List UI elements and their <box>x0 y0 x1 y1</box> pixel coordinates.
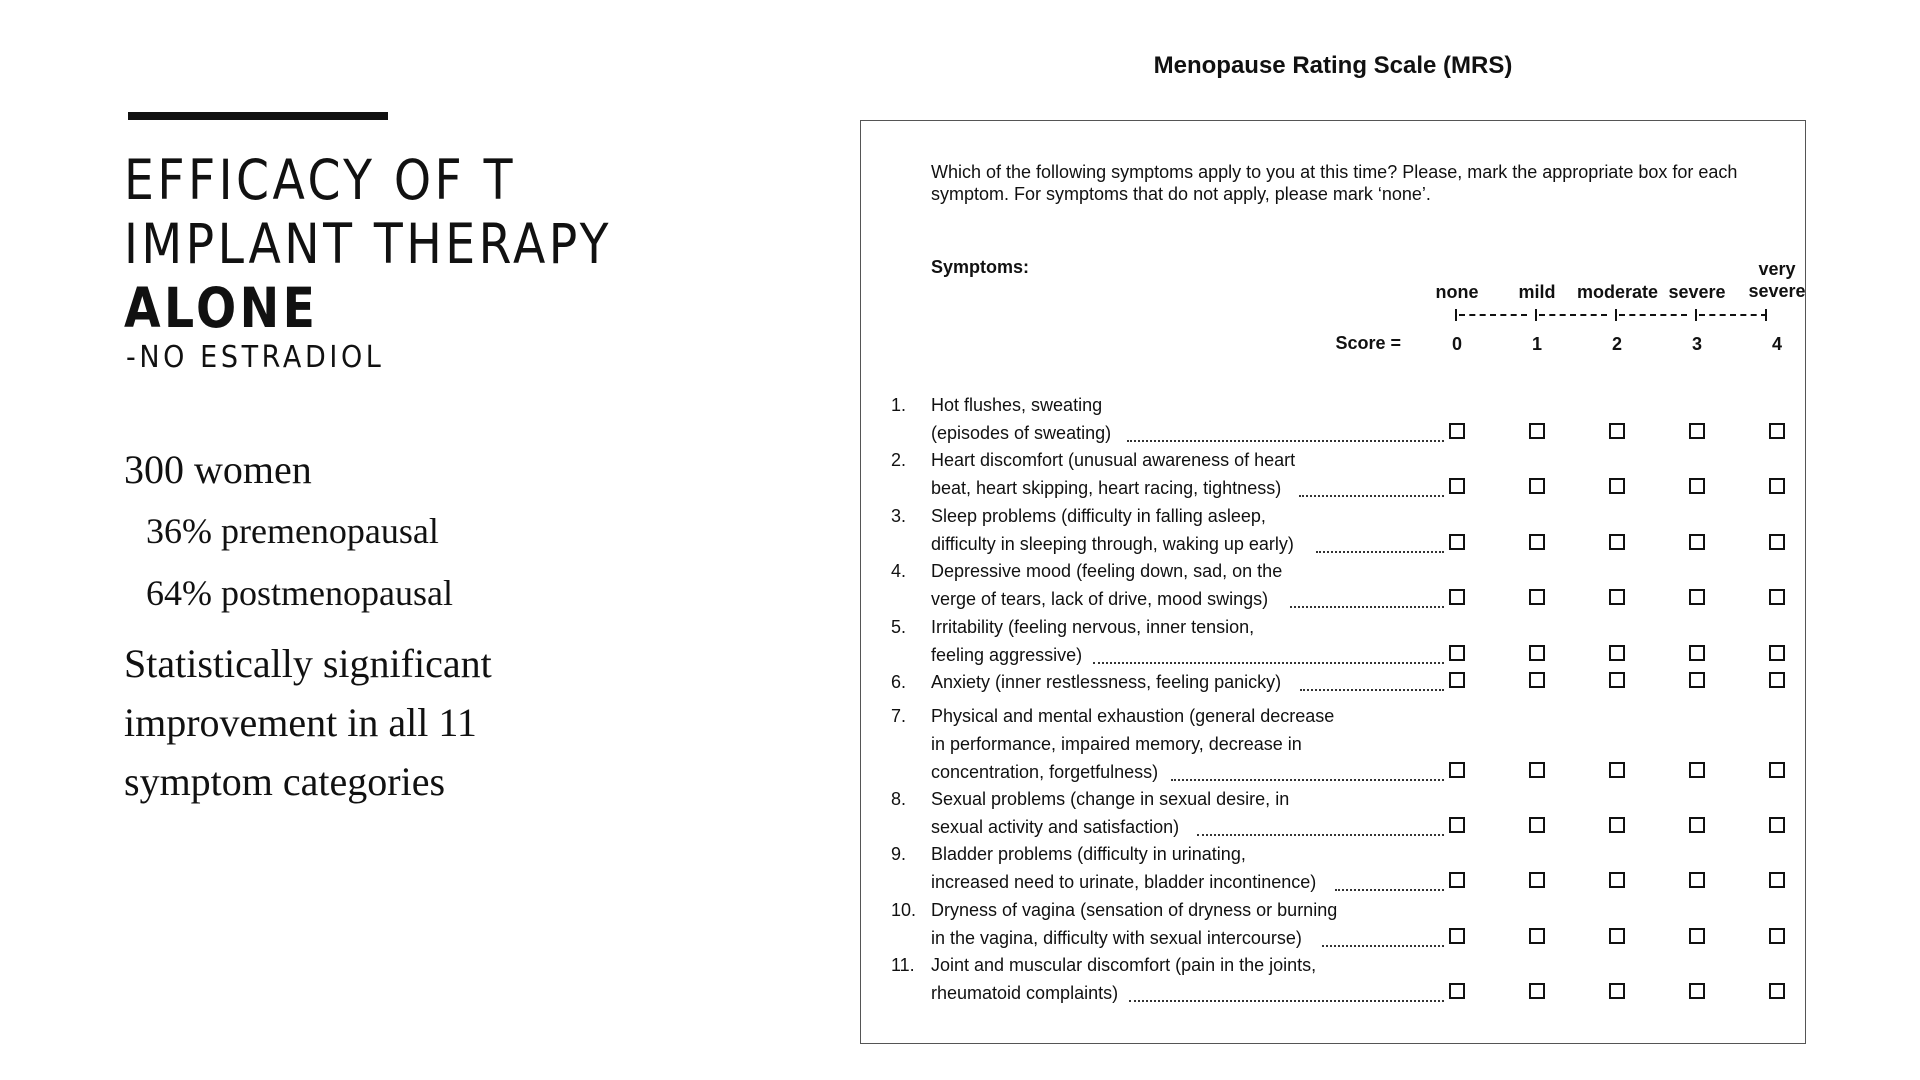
checkbox-none-symptom-8[interactable] <box>1449 817 1465 833</box>
dotted-leader <box>1322 945 1444 947</box>
checkbox-none-symptom-4[interactable] <box>1449 589 1465 605</box>
symptom-row-1 <box>861 391 1807 447</box>
checkbox-mild-symptom-11[interactable] <box>1529 983 1545 999</box>
dotted-leader <box>1127 440 1444 442</box>
column-header-none: none <box>1435 282 1479 302</box>
symptom-row-7 <box>861 702 1807 786</box>
score-1: 1 <box>1531 334 1542 354</box>
symptom-text-line: Anxiety (inner restlessness, feeling panicky) <box>931 672 1282 692</box>
symptom-text-line: feeling aggressive) <box>931 645 1083 665</box>
checkbox-moderate-symptom-4[interactable] <box>1609 589 1625 605</box>
dotted-leader <box>1171 779 1444 781</box>
title-accent-bar <box>128 112 388 120</box>
checkbox-very-severe-symptom-11[interactable] <box>1769 983 1785 999</box>
symptom-description <box>931 391 1441 447</box>
symptom-row-4 <box>861 557 1807 613</box>
symptom-number: 1. <box>891 395 907 415</box>
checkbox-severe-symptom-2[interactable] <box>1689 478 1705 494</box>
checkbox-very-severe-symptom-3[interactable] <box>1769 534 1785 550</box>
symptom-text-line: Joint and muscular discomfort (pain in the joints, <box>931 955 1317 975</box>
symptom-text-line: increased need to urinate, bladder incontinence) <box>931 872 1317 892</box>
symptom-text-line: in performance, impaired memory, decrease in <box>931 734 1302 754</box>
dotted-leader <box>1290 606 1444 608</box>
symptom-text-line: Dryness of vagina (sensation of dryness or burning <box>931 900 1338 920</box>
score-0: 0 <box>1451 334 1462 354</box>
form-instructions: Which of the following symptoms apply to you at this time? Please, mark the appropriate box for each symptom. For symptoms that do not apply, please mark ‘none’. <box>931 162 1738 204</box>
title-line-1: EFFICACY OF T <box>124 148 517 212</box>
scale-tick <box>1695 309 1697 321</box>
symptom-row-3 <box>861 502 1807 558</box>
form-title: Menopause Rating Scale (MRS) <box>1153 52 1513 79</box>
checkbox-none-symptom-9[interactable] <box>1449 872 1465 888</box>
symptom-description <box>931 668 1441 696</box>
score-3: 3 <box>1691 334 1702 354</box>
scale-dash <box>1539 314 1607 316</box>
scale-tick <box>1535 309 1537 321</box>
symptom-text-line: difficulty in sleeping through, waking up early) <box>931 534 1294 554</box>
checkbox-very-severe-symptom-5[interactable] <box>1769 645 1785 661</box>
dotted-leader <box>1197 834 1444 836</box>
stat-postmenopausal: 64% postmenopausal <box>146 573 453 613</box>
title-line-2: IMPLANT THERAPY <box>124 212 613 276</box>
symptom-text-line: Irritability (feeling nervous, inner tension, <box>931 617 1255 637</box>
symptom-description <box>931 502 1441 558</box>
scale-dash <box>1459 314 1527 316</box>
checkbox-none-symptom-6[interactable] <box>1449 672 1465 688</box>
scale-tick <box>1615 309 1617 321</box>
symptom-row-11 <box>861 951 1807 1007</box>
checkbox-moderate-symptom-2[interactable] <box>1609 478 1625 494</box>
symptom-number: 8. <box>891 789 907 809</box>
checkbox-mild-symptom-6[interactable] <box>1529 672 1545 688</box>
stat-premenopausal: 36% premenopausal <box>146 511 439 551</box>
stat-conclusion: Statistically significant improvement in all 11 symptom categories <box>124 641 492 804</box>
checkbox-moderate-symptom-5[interactable] <box>1609 645 1625 661</box>
mrs-form <box>860 120 1806 1044</box>
checkbox-very-severe-symptom-1[interactable] <box>1769 423 1785 439</box>
severity-scale-bar <box>1447 309 1767 319</box>
symptom-description <box>931 840 1441 896</box>
column-header-very-severe <box>1737 258 1817 302</box>
title-line-3: ALONE <box>124 276 319 340</box>
checkbox-moderate-symptom-11[interactable] <box>1609 983 1625 999</box>
column-header-very-severe-top: very <box>1758 259 1796 279</box>
checkbox-moderate-symptom-9[interactable] <box>1609 872 1625 888</box>
checkbox-moderate-symptom-8[interactable] <box>1609 817 1625 833</box>
checkbox-severe-symptom-10[interactable] <box>1689 928 1705 944</box>
column-header-very-severe-bottom: severe <box>1748 281 1806 301</box>
checkbox-severe-symptom-7[interactable] <box>1689 762 1705 778</box>
symptom-text-line: Depressive mood (feeling down, sad, on the <box>931 561 1283 581</box>
dotted-leader <box>1300 689 1444 691</box>
symptom-number: 7. <box>891 706 907 726</box>
checkbox-severe-symptom-6[interactable] <box>1689 672 1705 688</box>
scale-tick <box>1455 309 1457 321</box>
symptom-row-5 <box>861 613 1807 669</box>
symptom-text-line: Heart discomfort (unusual awareness of heart <box>931 450 1296 470</box>
checkbox-none-symptom-10[interactable] <box>1449 928 1465 944</box>
symptom-row-9 <box>861 840 1807 896</box>
checkbox-severe-symptom-9[interactable] <box>1689 872 1705 888</box>
symptom-text-line: beat, heart skipping, heart racing, tightness) <box>931 478 1282 498</box>
dotted-leader <box>1129 1000 1444 1002</box>
checkbox-none-symptom-11[interactable] <box>1449 983 1465 999</box>
checkbox-severe-symptom-1[interactable] <box>1689 423 1705 439</box>
symptom-text-line: in the vagina, difficulty with sexual intercourse) <box>931 928 1302 948</box>
checkbox-very-severe-symptom-4[interactable] <box>1769 589 1785 605</box>
checkbox-very-severe-symptom-6[interactable] <box>1769 672 1785 688</box>
checkbox-severe-symptom-5[interactable] <box>1689 645 1705 661</box>
symptom-text-line: sexual activity and satisfaction) <box>931 817 1180 837</box>
symptom-number: 2. <box>891 450 907 470</box>
symptom-number: 4. <box>891 561 907 581</box>
checkbox-mild-symptom-8[interactable] <box>1529 817 1545 833</box>
dotted-leader <box>1316 551 1444 553</box>
checkbox-mild-symptom-10[interactable] <box>1529 928 1545 944</box>
checkbox-mild-symptom-1[interactable] <box>1529 423 1545 439</box>
column-header-severe: severe <box>1668 282 1726 302</box>
checkbox-moderate-symptom-3[interactable] <box>1609 534 1625 550</box>
checkbox-none-symptom-3[interactable] <box>1449 534 1465 550</box>
checkbox-moderate-symptom-7[interactable] <box>1609 762 1625 778</box>
score-4: 4 <box>1771 334 1782 354</box>
symptom-row-6 <box>861 668 1807 696</box>
symptom-row-8 <box>861 785 1807 841</box>
checkbox-very-severe-symptom-8[interactable] <box>1769 817 1785 833</box>
scale-dash <box>1619 314 1687 316</box>
symptom-description <box>931 951 1441 1007</box>
checkbox-severe-symptom-8[interactable] <box>1689 817 1705 833</box>
checkbox-mild-symptom-2[interactable] <box>1529 478 1545 494</box>
checkbox-very-severe-symptom-9[interactable] <box>1769 872 1785 888</box>
checkbox-moderate-symptom-6[interactable] <box>1609 672 1625 688</box>
symptom-number: 10. <box>891 900 917 920</box>
symptom-number: 5. <box>891 617 907 637</box>
symptom-text-line: Sleep problems (difficulty in falling asleep, <box>931 506 1266 526</box>
checkbox-mild-symptom-3[interactable] <box>1529 534 1545 550</box>
slide-subtitle: -NO ESTRADIOL <box>126 340 385 375</box>
scale-tick <box>1765 309 1767 321</box>
column-header-moderate: moderate <box>1577 282 1659 302</box>
score-2: 2 <box>1611 334 1622 354</box>
symptom-description <box>931 446 1441 502</box>
checkbox-severe-symptom-11[interactable] <box>1689 983 1705 999</box>
symptom-number: 3. <box>891 506 907 526</box>
checkbox-very-severe-symptom-7[interactable] <box>1769 762 1785 778</box>
symptom-text-line: (episodes of sweating) <box>931 423 1112 443</box>
dotted-leader <box>1093 662 1444 664</box>
score-label: Score = <box>1335 333 1401 353</box>
dotted-leader <box>1335 889 1444 891</box>
checkbox-severe-symptom-4[interactable] <box>1689 589 1705 605</box>
checkbox-mild-symptom-9[interactable] <box>1529 872 1545 888</box>
scale-dash <box>1699 314 1767 316</box>
symptom-number: 6. <box>891 672 907 692</box>
symptom-text-line: rheumatoid complaints) <box>931 983 1119 1003</box>
symptom-text-line: Physical and mental exhaustion (general decrease <box>931 706 1335 726</box>
dotted-leader <box>1299 495 1444 497</box>
symptom-row-10 <box>861 896 1807 952</box>
symptoms-label: Symptoms: <box>931 257 1030 277</box>
stat-total-women: 300 women <box>124 447 312 492</box>
symptom-number: 9. <box>891 844 907 864</box>
symptom-text-line: Bladder problems (difficulty in urinating, <box>931 844 1246 864</box>
slide-title <box>124 148 612 340</box>
checkbox-none-symptom-7[interactable] <box>1449 762 1465 778</box>
checkbox-moderate-symptom-10[interactable] <box>1609 928 1625 944</box>
symptom-text-line: Sexual problems (change in sexual desire, in <box>931 789 1290 809</box>
checkbox-mild-symptom-7[interactable] <box>1529 762 1545 778</box>
checkbox-none-symptom-5[interactable] <box>1449 645 1465 661</box>
symptom-text-line: Hot flushes, sweating <box>931 395 1103 415</box>
symptom-row-2 <box>861 446 1807 502</box>
checkbox-none-symptom-1[interactable] <box>1449 423 1465 439</box>
symptom-description <box>931 896 1441 952</box>
checkbox-severe-symptom-3[interactable] <box>1689 534 1705 550</box>
column-header-mild: mild <box>1518 282 1556 302</box>
checkbox-very-severe-symptom-2[interactable] <box>1769 478 1785 494</box>
symptom-description <box>931 557 1441 613</box>
checkbox-mild-symptom-5[interactable] <box>1529 645 1545 661</box>
symptom-description <box>931 613 1441 669</box>
symptom-text-line: concentration, forgetfulness) <box>931 762 1159 782</box>
symptom-number: 11. <box>891 955 915 975</box>
checkbox-very-severe-symptom-10[interactable] <box>1769 928 1785 944</box>
checkbox-moderate-symptom-1[interactable] <box>1609 423 1625 439</box>
symptom-text-line: verge of tears, lack of drive, mood swings) <box>931 589 1269 609</box>
checkbox-none-symptom-2[interactable] <box>1449 478 1465 494</box>
symptom-description <box>931 785 1441 841</box>
checkbox-mild-symptom-4[interactable] <box>1529 589 1545 605</box>
symptom-description <box>931 702 1441 786</box>
study-stats <box>124 440 584 811</box>
